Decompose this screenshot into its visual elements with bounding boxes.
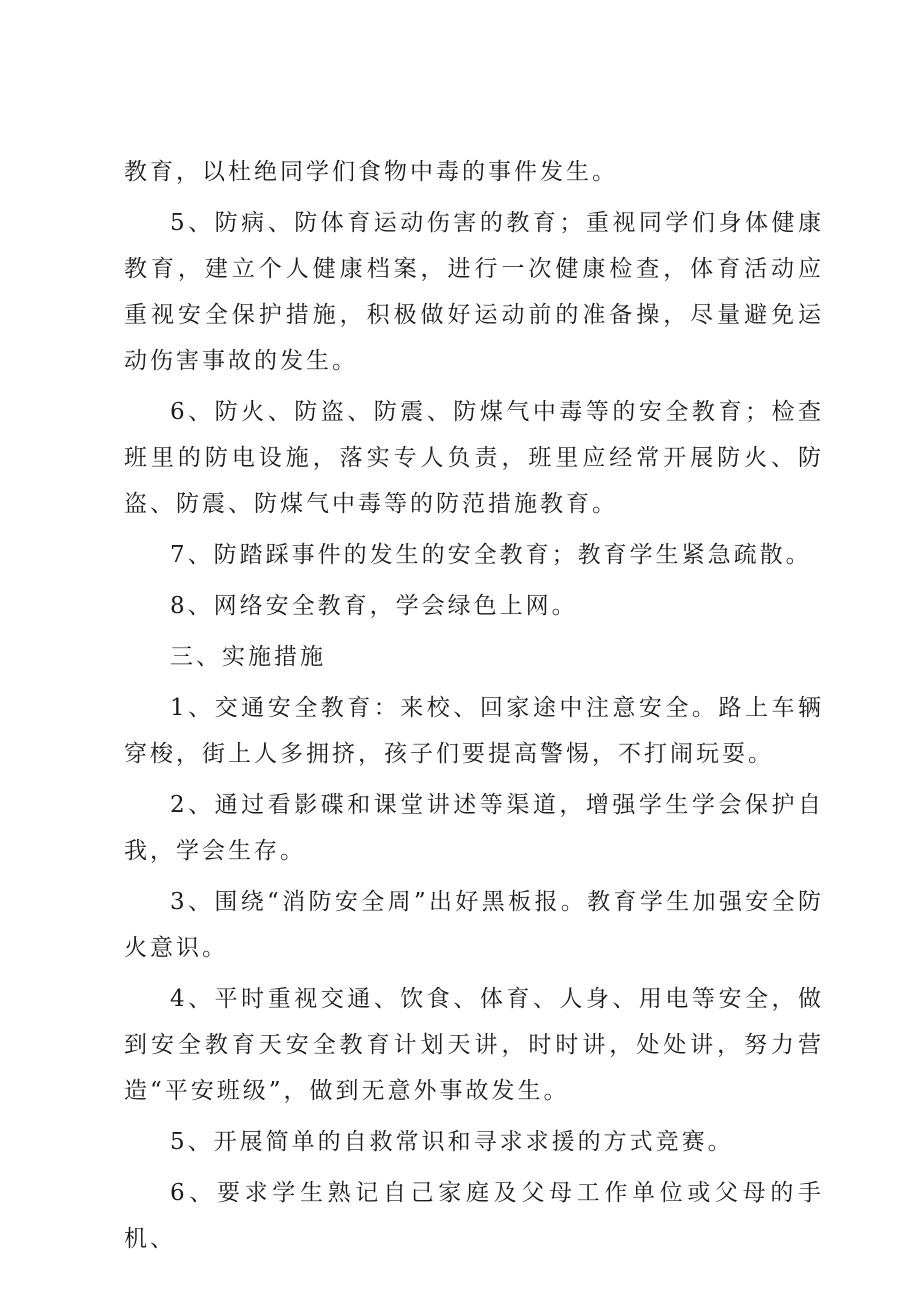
paragraph: 1、交通安全教育：来校、回家途中注意安全。路上车辆穿梭，街上人多拥挤，孩子们要提高警惕，不打闹玩耍。 [124,695,824,767]
paragraph: 6、要求学生熟记自己家庭及父母工作单位或父母的手机、 [124,1180,824,1252]
paragraph: 4、平时重视交通、饮食、体育、人身、用电等安全，做到安全教育天安全教育计划天讲，时时讲，处处讲，努力营造“平安班级”，做到无意外事故发生。 [124,986,824,1104]
paragraph: 5、防病、防体育运动伤害的教育；重视同学们身体健康教育，建立个人健康档案，进行一次健康检查，体育活动应重视安全保护措施，积极做好运动前的准备操，尽量避免运动伤害事故的发生。 [124,210,824,374]
paragraph: 5、开展简单的自救常识和寻求求援的方式竞赛。 [170,1129,734,1155]
paragraph: 6、防火、防盗、防震、防煤气中毒等的安全教育；检查班里的防电设施，落实专人负责，班里应经常开展防火、防盗、防震、防煤气中毒等的防范措施教育。 [124,399,824,517]
paragraph: 教育，以杜绝同学们食物中毒的事件发生。 [124,159,618,185]
paragraph: 3、围绕“消防安全周”出好黑板报。教育学生加强安全防火意识。 [124,889,824,961]
section-heading: 三、实施措施 [170,644,326,670]
paragraph: 8、网络安全教育，学会绿色上网。 [170,593,578,619]
document-body [124,149,824,1262]
paragraph: 7、防踏踩事件的发生的安全教育；教育学生紧急疏散。 [170,542,812,568]
paragraph: 2、通过看影碟和课堂讲述等渠道，增强学生学会保护自我，学会生存。 [124,792,824,864]
